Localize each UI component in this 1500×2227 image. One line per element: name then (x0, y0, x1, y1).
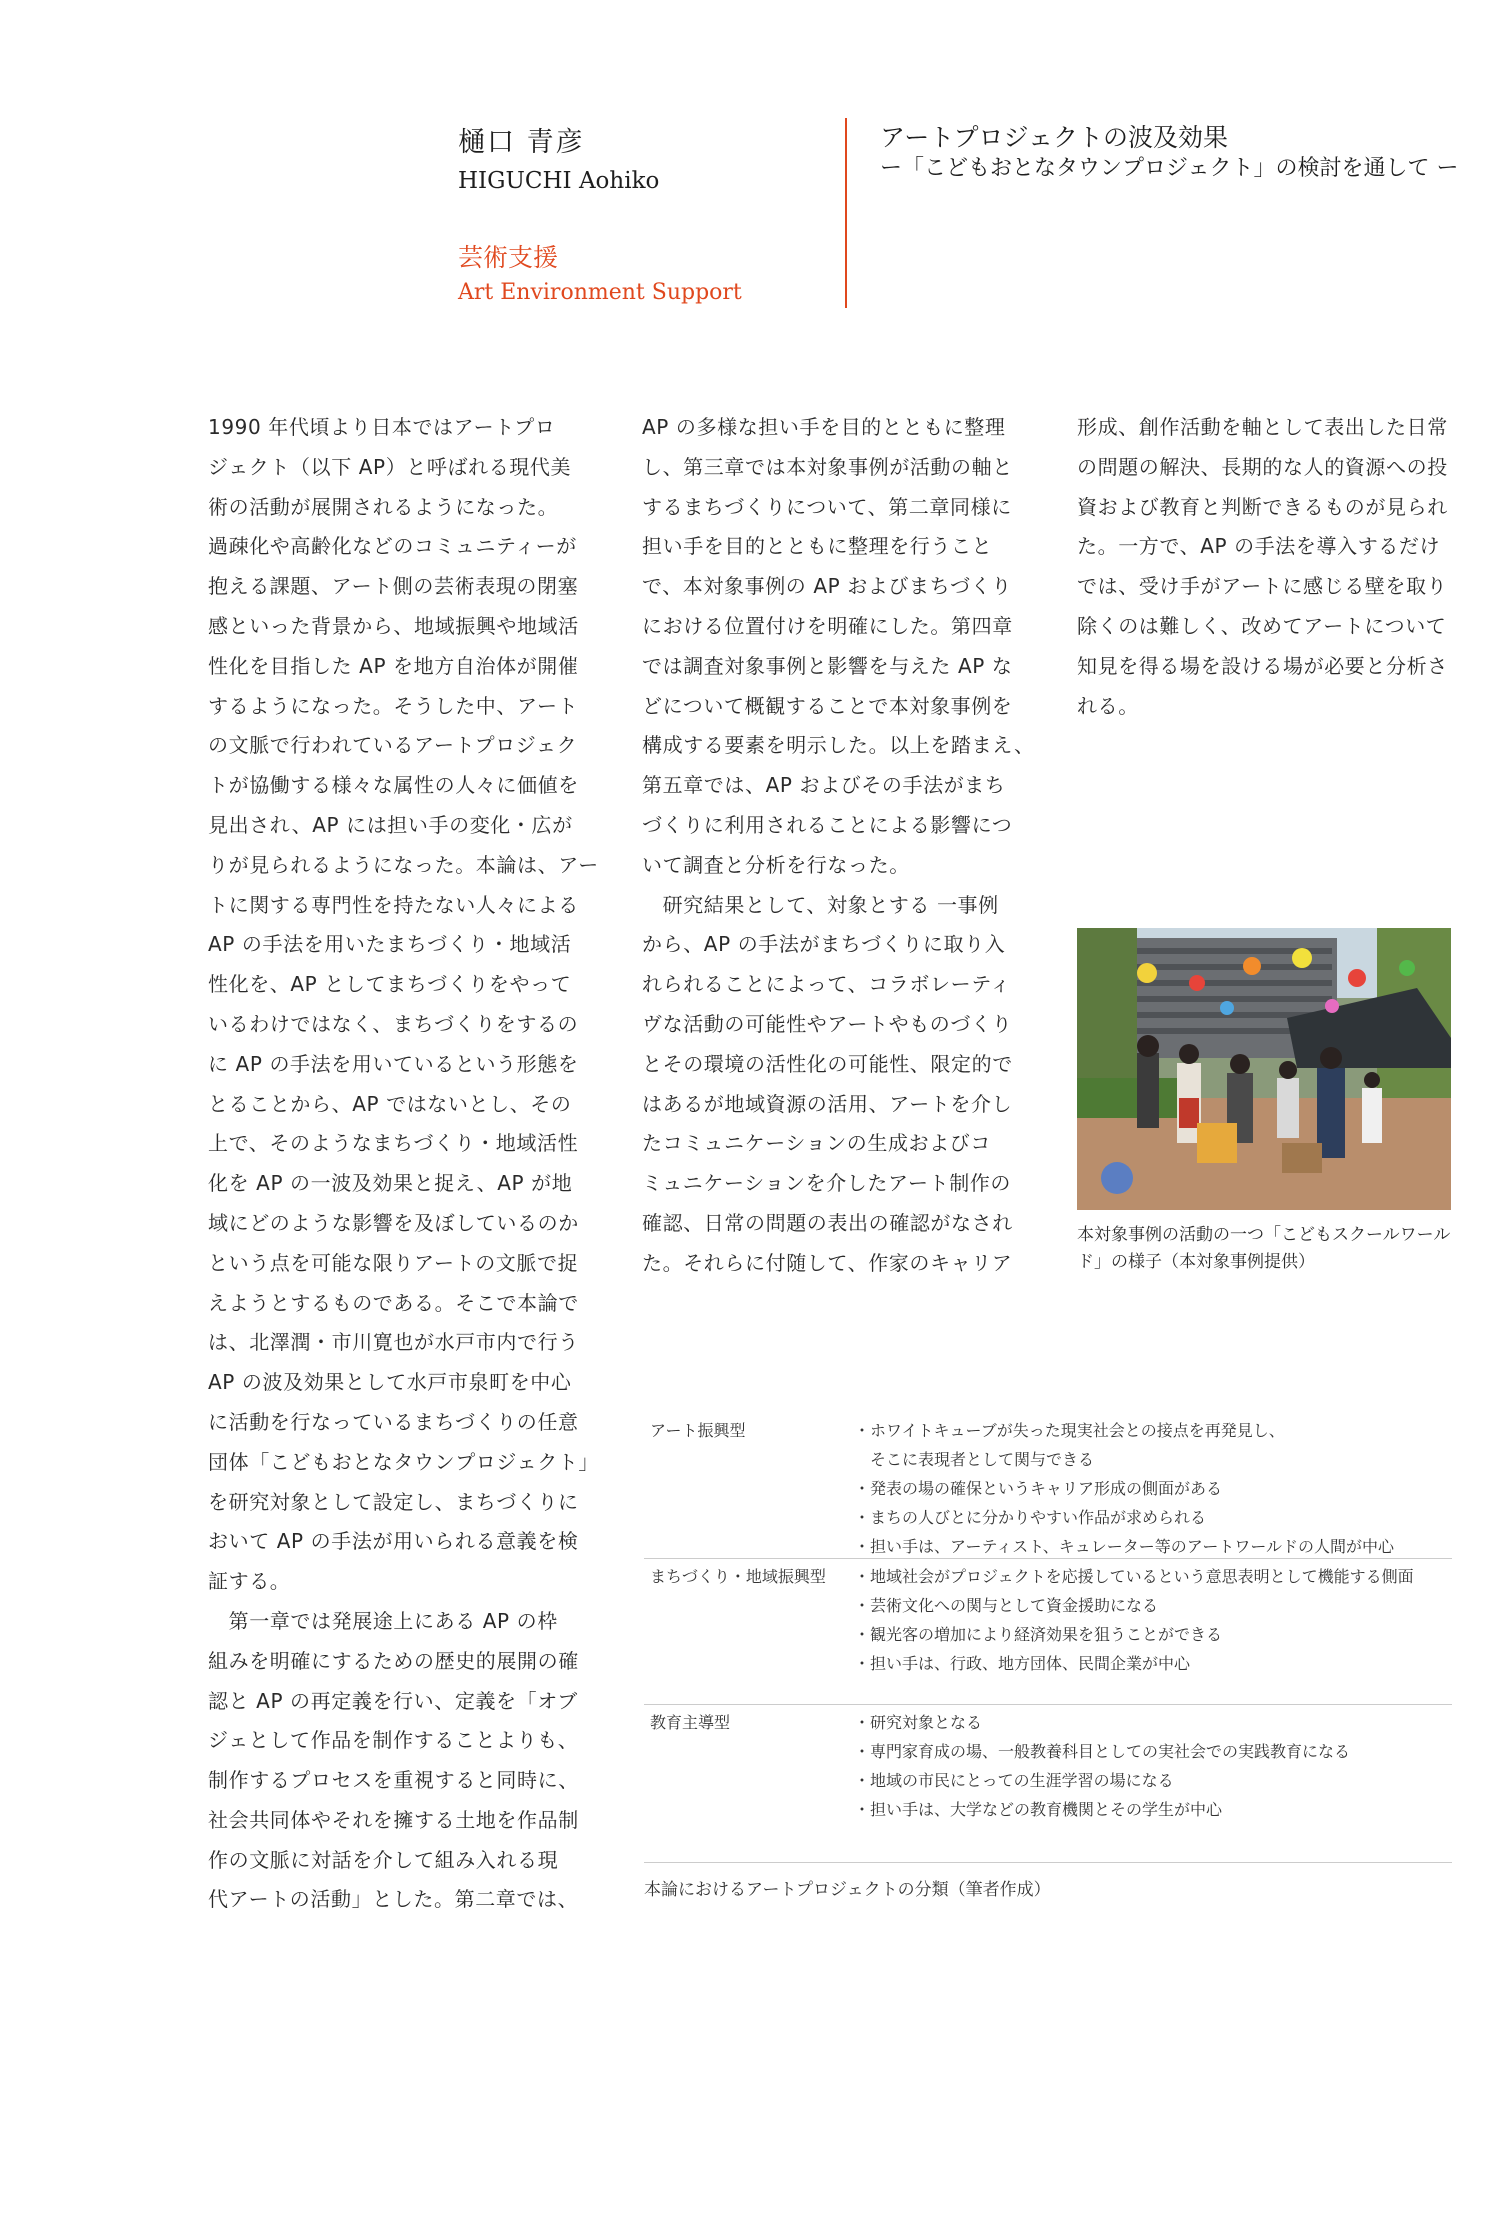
table-item: ・研究対象となる (854, 1713, 983, 1732)
photo-caption (1077, 1222, 1450, 1276)
body-line: どについて概観することで本対象事例を (642, 693, 1013, 718)
table-row-items (854, 1708, 1350, 1824)
body-line: で、本対象事例の AP およびまちづくり (642, 574, 1012, 599)
body-line: では調査対象事例と影響を与えた AP な (642, 653, 1013, 678)
body-line: づくりに利用されることによる影響につ (642, 812, 1013, 837)
body-line: いるわけではなく、まちづくりをするの (208, 1011, 579, 1036)
department-en: Art Environment Support (458, 280, 742, 305)
body-line: 抱える課題、アート側の芸術表現の閉塞 (208, 574, 579, 599)
body-line: 担い手を目的とともに整理を行うこと (642, 534, 993, 559)
body-line: という点を可能な限りアートの文脈で捉 (208, 1250, 579, 1275)
table-row (644, 1704, 1452, 1863)
body-line: 見出され、AP には担い手の変化・広が (208, 812, 573, 837)
article-subtitle: ー「こどもおとなタウンプロジェクト」の検討を通して ー (880, 156, 1459, 181)
body-line: とることから、AP ではないとし、その (208, 1091, 572, 1116)
body-line: では、受け手がアートに感じる壁を取り (1077, 574, 1448, 599)
body-line: 除くのは難しく、改めてアートについて (1077, 613, 1447, 638)
table-item: ・観光客の増加により経済効果を狙うことができる (854, 1625, 1223, 1644)
body-line: とその環境の活性化の可能性、限定的で (642, 1051, 1013, 1076)
body-line: トに関する専門性を持たない人々による (208, 892, 579, 917)
body-line: の文脈で行われているアートプロジェク (208, 733, 578, 758)
body-column-1 (208, 408, 599, 1920)
table-row-heading: 教育主導型 (650, 1713, 731, 1732)
body-line: ジェクト（以下 AP）と呼ばれる現代美 (208, 454, 572, 479)
body-line: 団体「こどもおとなタウンプロジェクト」 (208, 1449, 599, 1474)
body-line: はあるが地域資源の活用、アートを介し (642, 1091, 1013, 1116)
body-line: 術の活動が展開されるようになった。 (208, 494, 559, 519)
photo-caption-line-2: ド」の様子（本対象事例提供） (1077, 1252, 1315, 1272)
body-line: たコミュニケーションの生成およびコ (642, 1131, 991, 1156)
body-line: 第一章では発展途上にある AP の枠 (208, 1608, 558, 1633)
body-column-2 (642, 408, 1035, 1284)
author-name-ja: 樋口 青彦 (458, 127, 585, 158)
table-item: ・地域社会がプロジェクトを応援しているという意思表明として機能する側面 (854, 1567, 1414, 1586)
body-line: 化を AP の一波及効果と捉え、AP が地 (208, 1171, 573, 1196)
body-line: 構成する要素を明示した。以上を踏まえ、 (642, 733, 1035, 758)
body-line: 性化を、AP としてまちづくりをやって (208, 972, 572, 997)
body-line: を研究対象として設定し、まちづくりに (208, 1489, 579, 1514)
body-line: りが見られるようになった。本論は、アー (208, 852, 599, 877)
body-line: 研究結果として、対象とする 一事例 (642, 892, 999, 917)
classification-table (644, 1412, 1452, 1862)
body-line: れられることによって、コラボレーティ (642, 972, 1011, 997)
body-line: AP の波及効果として水戸市泉町を中心 (208, 1370, 572, 1395)
body-line: ヴな活動の可能性やアートやものづくり (642, 1011, 1013, 1036)
table-item: ・担い手は、行政、地方団体、民間企業が中心 (854, 1654, 1191, 1673)
table-item: ・専門家育成の場、一般教養科目としての実社会での実践教育になる (854, 1742, 1351, 1761)
body-line: AP の多様な担い手を目的とともに整理 (642, 415, 1006, 439)
table-row (644, 1558, 1452, 1705)
table-row-heading: まちづくり・地域振興型 (650, 1567, 826, 1586)
body-line: おいて AP の手法が用いられる意義を検 (208, 1529, 579, 1554)
photo-caption-line-1: 本対象事例の活動の一つ「こどもスクールワール (1077, 1225, 1451, 1245)
body-line: えようとするものである。そこで本論で (208, 1290, 579, 1315)
body-line: 性化を目指した AP を地方自治体が開催 (208, 653, 579, 678)
table-item: ・地域の市民にとっての生涯学習の場になる (854, 1771, 1174, 1790)
body-line: 過疎化や高齢化などのコミュニティーが (208, 534, 577, 559)
article-title: アートプロジェクトの波及効果 (880, 123, 1229, 152)
body-line: するようになった。そうした中、アート (208, 693, 579, 718)
body-line: 第五章では、AP およびその手法がまち (642, 773, 1006, 798)
table-item: ・担い手は、大学などの教育機関とその学生が中心 (854, 1800, 1223, 1819)
body-line: 代アートの活動」とした。第二章では、 (208, 1887, 579, 1912)
body-line: 域にどのような影響を及ぼしているのか (208, 1210, 579, 1235)
table-item: ・担い手は、アーティスト、キュレーター等のアートワールドの人間が中心 (854, 1537, 1395, 1556)
table-caption: 本論におけるアートプロジェクトの分類（筆者作成） (644, 1880, 1051, 1900)
body-line: 組みを明確にするための歴史的展開の確 (208, 1648, 579, 1673)
table-row-items (854, 1562, 1414, 1678)
body-line: における位置付けを明確にした。第四章 (642, 613, 1013, 638)
body-line: 知見を得る場を設ける場が必要と分析さ (1077, 653, 1448, 678)
table-item: ・発表の場の確保というキャリア形成の側面がある (854, 1479, 1223, 1498)
body-line: 資および教育と判断できるものが見られ (1077, 494, 1448, 519)
header-divider (845, 118, 847, 308)
table-item: ・芸術文化への関与として資金援助になる (854, 1596, 1159, 1615)
table-row (644, 1412, 1452, 1559)
body-line: AP の手法を用いたまちづくり・地域活 (208, 932, 572, 957)
body-column-3 (1077, 408, 1457, 726)
body-line: 形成、創作活動を軸として表出した日常 (1077, 415, 1448, 439)
body-line: に活動を行なっているまちづくりの任意 (208, 1409, 579, 1434)
department-ja: 芸術支援 (458, 243, 559, 272)
body-line: 認と AP の再定義を行い、定義を「オブ (208, 1688, 578, 1713)
table-item: ・ホワイトキューブが失った現実社会との接点を再発見し、 (854, 1421, 1285, 1440)
body-line: に AP の手法を用いているという形態を (208, 1051, 579, 1076)
table-item: そこに表現者として関与できる (854, 1450, 1095, 1469)
table-item: ・まちの人びとに分かりやすい作品が求められる (854, 1508, 1207, 1527)
body-line: た。一方で、AP の手法を導入するだけ (1077, 534, 1441, 559)
body-line: 上で、そのようなまちづくり・地域活性 (208, 1131, 579, 1156)
body-line: 1990 年代頃より日本ではアートプロ (208, 415, 556, 439)
body-line: れる。 (1077, 693, 1139, 718)
body-line: 確認、日常の問題の表出の確認がなされ (642, 1210, 1013, 1235)
body-line: の問題の解決、長期的な人的資源への投 (1077, 454, 1448, 479)
body-line: 感といった背景から、地域振興や地域活 (208, 613, 579, 638)
body-line: 証する。 (208, 1569, 291, 1594)
body-line: トが協働する様々な属性の人々に価値を (208, 773, 579, 798)
body-line: から、AP の手法がまちづくりに取り入 (642, 932, 1006, 957)
body-line: いて調査と分析を行なった。 (642, 852, 910, 877)
body-line: し、第三章では本対象事例が活動の軸と (642, 454, 1013, 479)
body-line: ミュニケーションを介したアート制作の (642, 1171, 1011, 1196)
body-line: するまちづくりについて、第二章同様に (642, 494, 1012, 519)
body-line: 作の文脈に対話を介して組み入れる現 (208, 1847, 559, 1872)
body-line: ジェとして作品を制作することよりも、 (208, 1728, 579, 1753)
body-line: た。それらに付随して、作家のキャリア (642, 1250, 1013, 1275)
body-line: 社会共同体やそれを擁する土地を作品制 (208, 1807, 579, 1832)
body-line: は、北澤潤・市川寛也が水戸市内で行う (208, 1330, 579, 1355)
table-row-heading: アート振興型 (650, 1421, 746, 1440)
body-line: 制作するプロセスを重視すると同時に、 (208, 1768, 579, 1793)
event-photo (1077, 928, 1451, 1210)
table-row-items (854, 1416, 1394, 1561)
author-name-en: HIGUCHI Aohiko (458, 168, 660, 194)
